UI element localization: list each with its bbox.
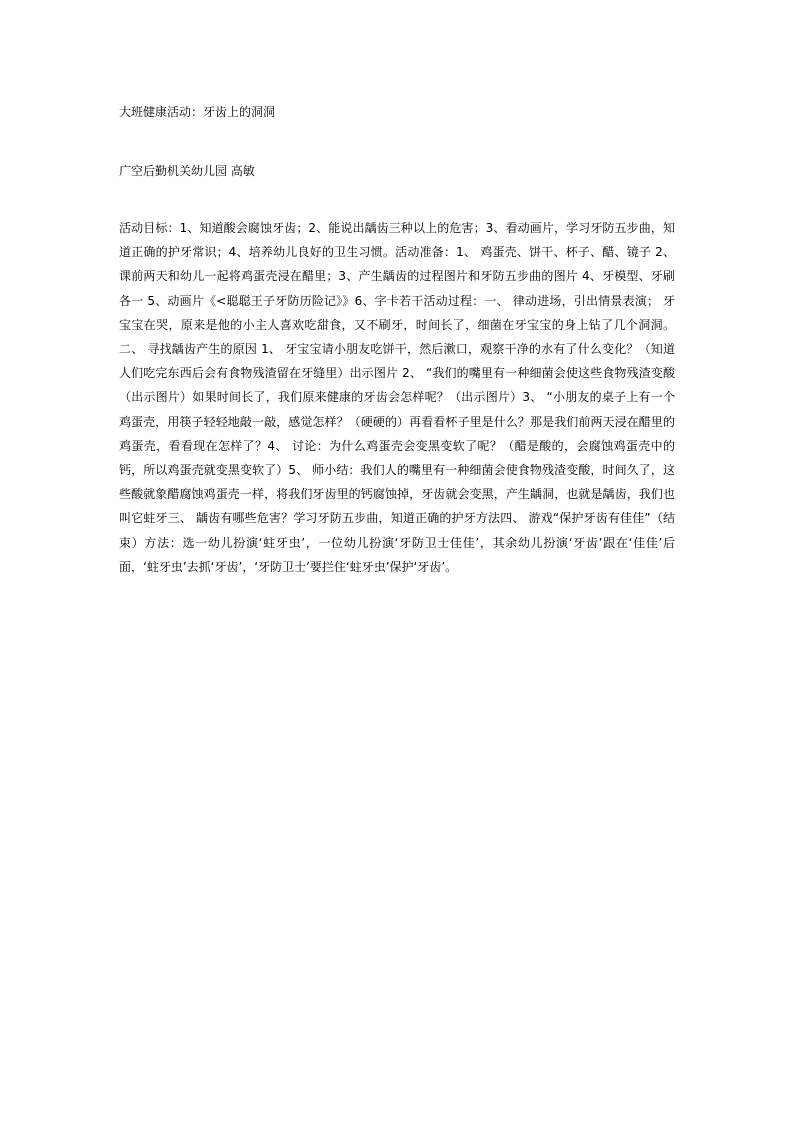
document-title: 大班健康活动：牙齿上的洞洞 [119, 105, 276, 119]
document-body: 活动目标：1、知道酸会腐蚀牙齿；2、能说出龋齿三种以上的危害；3、看动画片，学习牙防五步曲，知道正确的护牙常识；4、培养幼儿良好的卫生习惯。活动准备：1、 鸡蛋壳、饼干、杯子、醋、镜子 2、 课前两天和幼儿一起将鸡蛋壳浸在醋里；3、产生龋齿的过程图片和牙防五步曲的图片 4、牙模型、牙刷各一 5、动画片《<聪聪王子牙防历险记》》6、字卡若干活动过程：一、 律动进场，引出情景表演； 牙宝宝在哭，原来是他的小主人喜欢吃甜食，又不刷牙，时间长了，细菌在牙宝宝的身上钻了几个洞洞。二、 寻找龋齿产生的原因 1、 牙宝宝请小朋友吃饼干，然后漱口，观察干净的水有了什么变化？（知道人们吃完东西后会有食物残渣留在牙缝里）出示图片 2、 “我们的嘴里有一种细菌会使这些食物残渣变酸（出示图片）如果时间长了，我们原来健康的牙齿会怎样呢？（出示图片）3、 “小朋友的桌子上有一个鸡蛋壳，用筷子轻轻地敲一敲，感觉怎样？（硬硬的）再看看杯子里是什么？那是我们前两天浸在醋里的鸡蛋壳，看看现在怎样了？4、 讨论：为什么鸡蛋壳会变黑变软了呢？（醋是酸的，会腐蚀鸡蛋壳中的钙，所以鸡蛋壳就变黑变软了）5、 师小结：我们人的嘴里有一种细菌会使食物残渣变酸，时间久了，这些酸就象醋腐蚀鸡蛋壳一样，将我们牙齿里的钙腐蚀掉，牙齿就会变黑，产生龋洞，也就是龋齿，我们也叫它蛀牙三、 龋齿有哪些危害？学习牙防五步曲，知道正确的护牙方法四、 游戏“保护牙齿有佳佳”（结束）方法：选一幼儿扮演‘蛀牙虫’，一位幼儿扮演‘牙防卫士佳佳’，其余幼儿扮演‘牙齿’跟在‘佳佳’后面，‘蛀牙虫’去抓‘牙齿’，‘牙防卫士’要拦住‘蛀牙虫’保护‘牙齿’。 [119, 221, 675, 574]
document-author: 广空后勤机关幼儿园 高敏 [119, 164, 255, 178]
